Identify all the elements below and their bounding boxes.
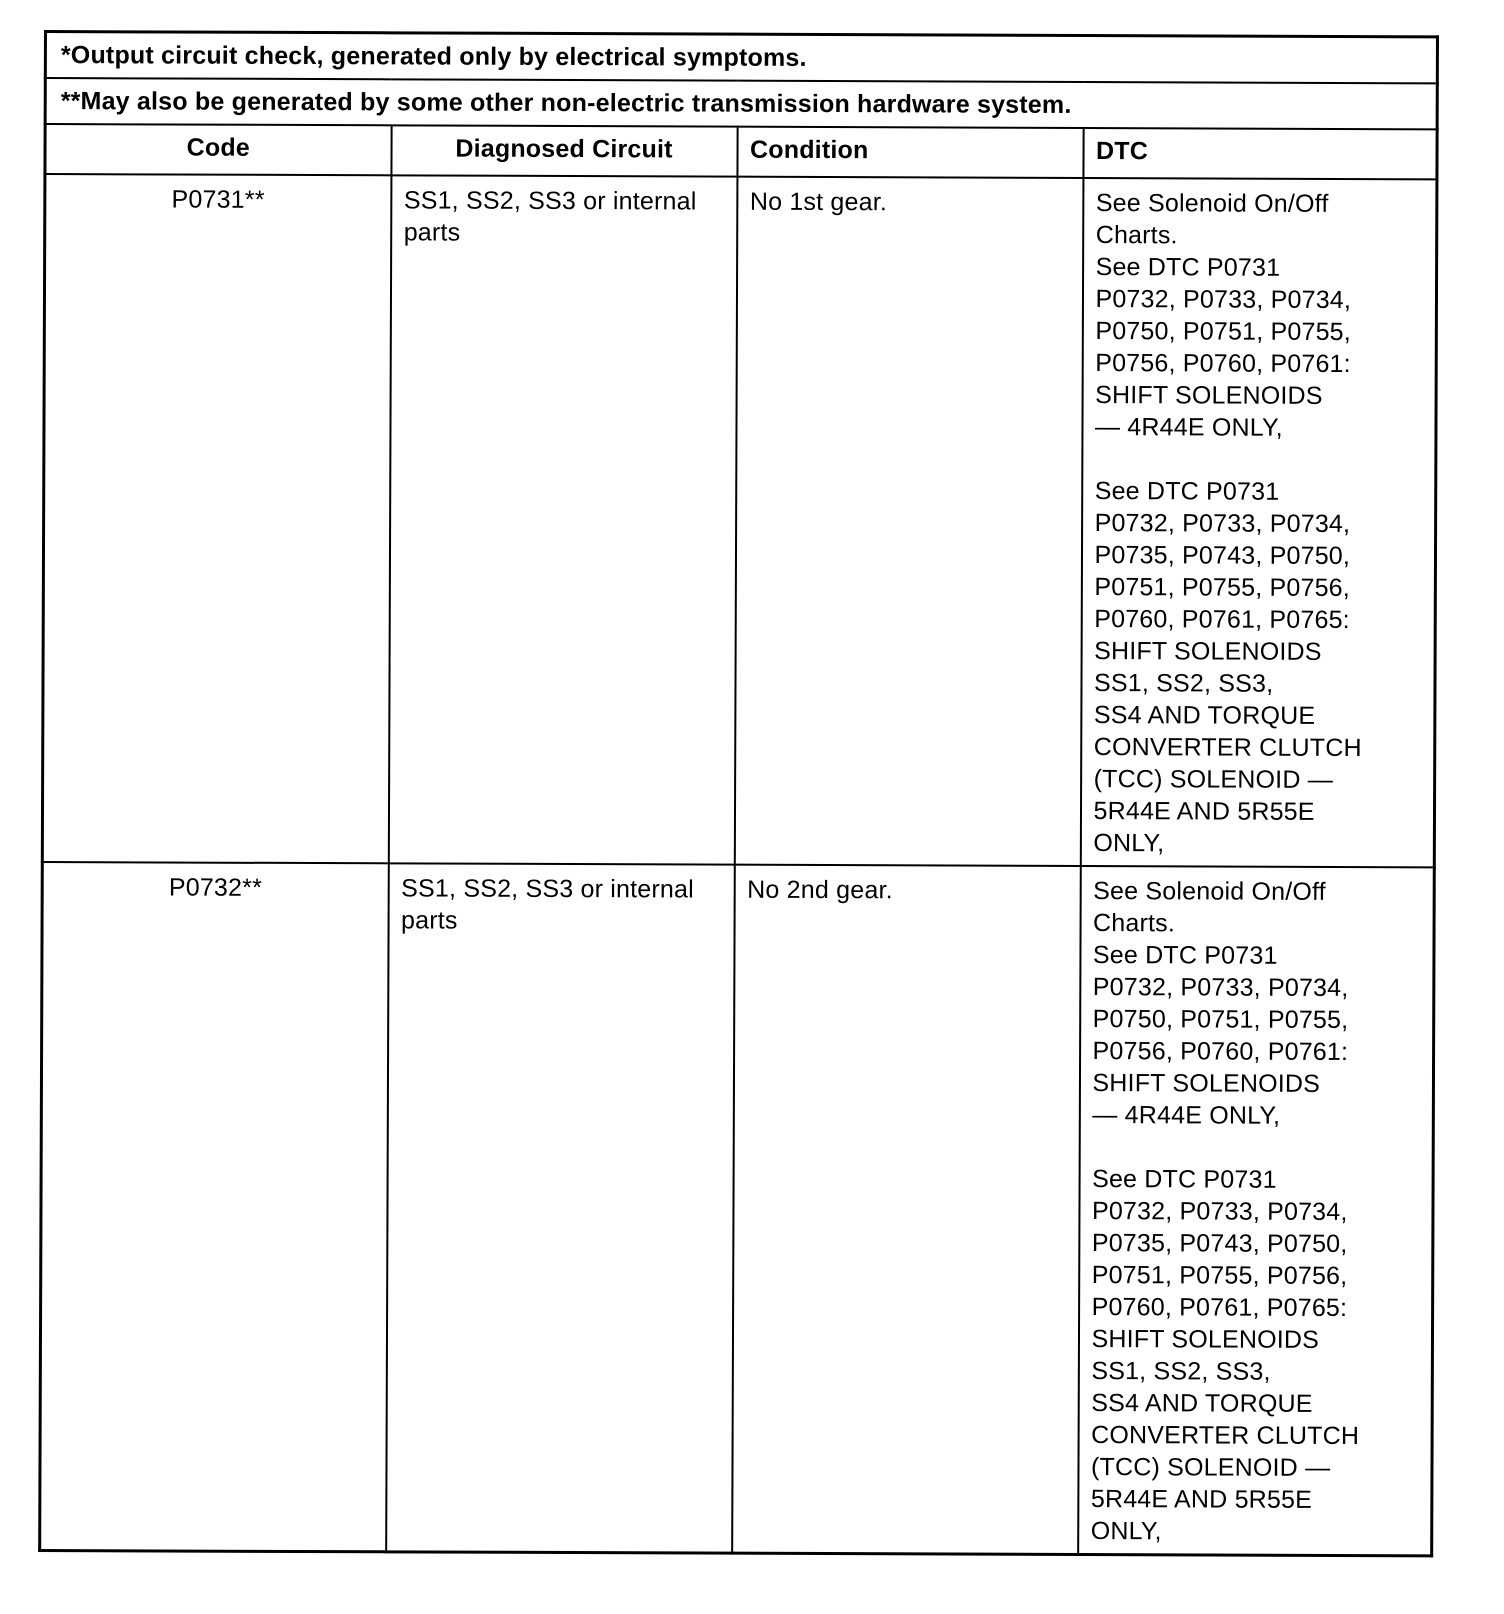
note-row-double-asterisk [45,78,1437,129]
footnote-single-asterisk: *Output circuit check, generated only by electrical symptoms. [45,32,1437,84]
header-code: Code [45,124,391,175]
table-row [42,174,1437,867]
document-page [38,30,1436,1557]
diagnosed-circuit-cell: SS1, SS2, SS3 or internal parts [386,863,735,1553]
dtc-cell: See Solenoid On/Off Charts. See DTC P0731 P0732, P0733, P0734, P0750, P0751, P0755, P0756, P0760, P0761: SHIFT SOLENOIDS — 4R44E ONLY, See DTC P0731 P0732, P0733, P0734, P0735, P0743, P0750, P0751, P0755, P0756, P0760, P0761, P0765: SHIFT SOLENOIDS SS1, SS2, SS3, SS4 AND TORQUE CONVERTER CLUTCH (TCC) SOLENOID — 5R44E AND 5R55E ONLY, [1080,178,1437,867]
footnote-double-asterisk: **May also be generated by some other non-electric transmission hardware system. [45,78,1437,129]
table-row [40,862,1435,1556]
condition-cell: No 1st gear. [734,177,1083,866]
header-dtc: DTC [1083,128,1437,179]
table-header-row [45,124,1437,179]
code-cell: P0731** [42,174,391,863]
dtc-cell: See Solenoid On/Off Charts. See DTC P0731 P0732, P0733, P0734, P0750, P0751, P0755, P0756, P0760, P0761: SHIFT SOLENOIDS — 4R44E ONLY, See DTC P0731 P0732, P0733, P0734, P0735, P0743, P0750, P0751, P0755, P0756, P0760, P0761, P0765: SHIFT SOLENOIDS SS1, SS2, SS3, SS4 AND TORQUE CONVERTER CLUTCH (TCC) SOLENOID — 5R44E AND 5R55E ONLY, [1078,866,1435,1556]
condition-cell: No 2nd gear. [732,865,1081,1555]
code-cell: P0732** [40,862,389,1552]
dtc-table [38,30,1439,1557]
header-condition: Condition [737,127,1083,178]
diagnosed-circuit-cell: SS1, SS2, SS3 or internal parts [388,175,737,864]
note-row-single-asterisk [45,32,1437,84]
header-diagnosed-circuit: Diagnosed Circuit [391,125,737,176]
